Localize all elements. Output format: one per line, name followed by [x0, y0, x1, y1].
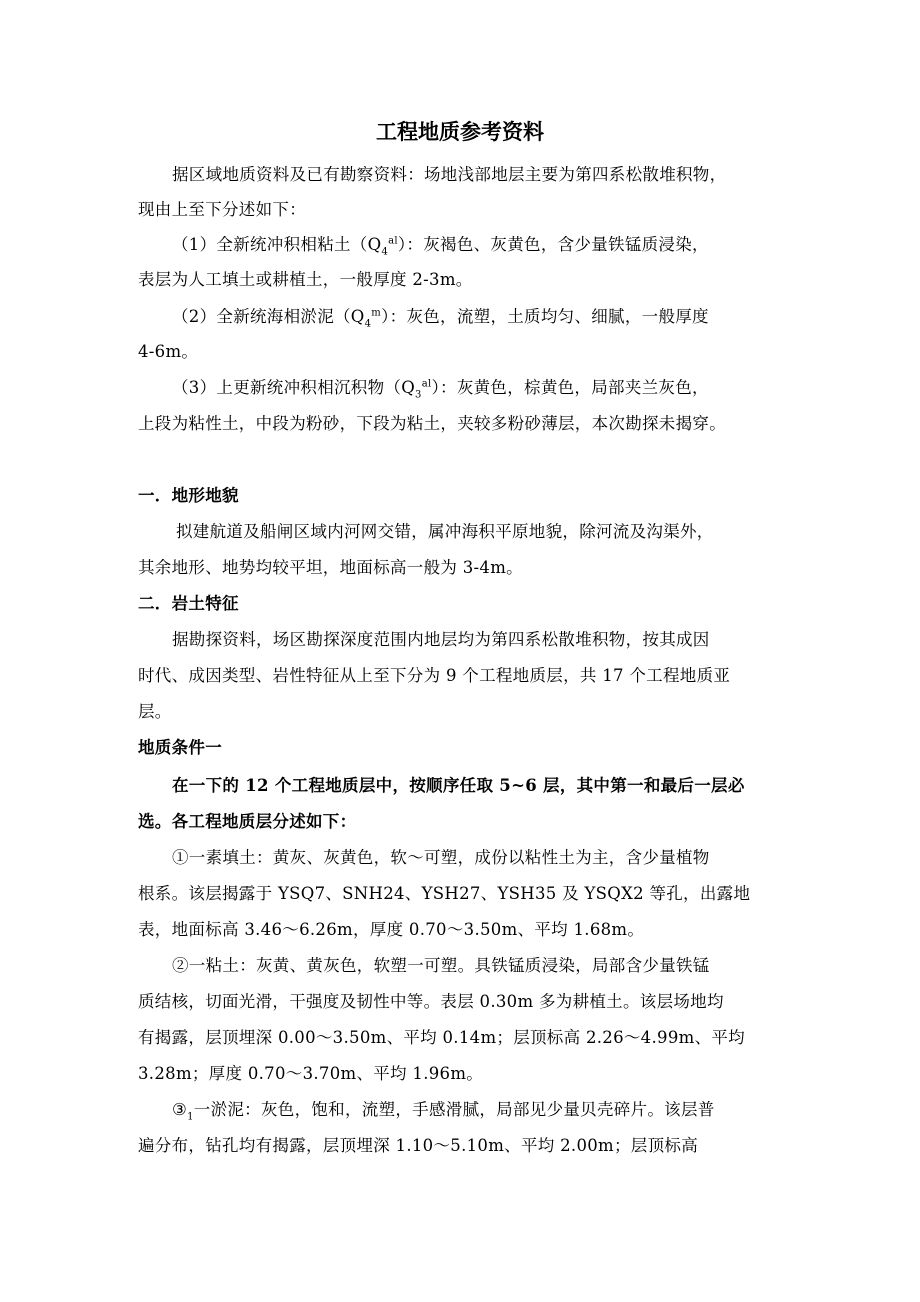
- layer-3-line: 遍分布，钻孔均有揭露，层顶埋深 1.10～5.10m、平均 2.00m；层顶标高: [138, 1136, 698, 1155]
- layer-2-line: ②一粘土：灰黄、黄灰色，软塑一可塑。具铁锰质浸染，局部含少量铁锰: [172, 956, 710, 975]
- paragraph-line: 其余地形、地势均较平坦，地面标高一般为 3-4m。: [138, 558, 523, 577]
- paragraph-line: 据勘探资料，场区勘探深度范围内地层均为第四系松散堆积物，按其成因: [172, 630, 710, 649]
- section-heading: 一．地形地貌: [138, 486, 239, 505]
- text: （1）全新统冲积相粘土（Q: [172, 235, 382, 254]
- intro-line: 据区域地质资料及已有勘察资料：场地浅部地层主要为第四系松散堆积物，: [172, 165, 727, 184]
- item-3-line2: 上段为粘性土，中段为粉砂，下段为粘土，夹较多粉砂薄层，本次勘探未揭穿。: [138, 414, 726, 433]
- text: ）：灰褐色、灰黄色，含少量铁锰质浸染，: [397, 235, 709, 254]
- paragraph-line: 层。: [138, 702, 172, 721]
- layer-2-line: 质结核，切面光滑，干强度及韧性中等。表层 0.30m 多为耕植土。该层场地均: [138, 992, 724, 1011]
- condition-heading: 地质条件一: [138, 738, 222, 757]
- superscript: al: [388, 235, 398, 247]
- item-3: [172, 377, 709, 399]
- subscript: 4: [364, 318, 372, 330]
- layer-1-line: 根系。该层揭露于 YSQ7、SNH24、YSH27、YSH35 及 YSQX2 等孔，出露地: [138, 884, 751, 903]
- section-heading: 二．岩土特征: [138, 594, 239, 613]
- text: ③: [172, 1100, 188, 1119]
- superscript: al: [421, 378, 432, 390]
- layer-3-line: [172, 1099, 715, 1121]
- subscript: 4: [381, 246, 389, 258]
- text: 一淤泥：灰色，饱和，流塑，手感滑腻，局部见少量贝壳碎片。该层普: [193, 1100, 715, 1119]
- paragraph-line: 拟建航道及船闸区域内河网交错，属冲海积平原地貌，除河流及沟渠外，: [176, 522, 714, 541]
- bold-line: 选。各工程地质层分述如下：: [138, 812, 357, 831]
- text: ）：灰色，流塑，土质均匀、细腻，一般厚度: [381, 307, 709, 326]
- superscript: m: [371, 307, 382, 319]
- text: （2）全新统海相淤泥（Q: [172, 307, 365, 326]
- layer-2-line: 3.28m；厚度 0.70～3.70m、平均 1.96m。: [138, 1064, 484, 1083]
- layer-1-line: ①一素填土：黄灰、灰黄色，软～可塑，成份以粘性土为主，含少量植物: [172, 848, 710, 867]
- page-title: 工程地质参考资料: [376, 119, 544, 144]
- intro-line: 现由上至下分述如下：: [138, 200, 306, 219]
- item-1: [172, 234, 709, 256]
- text: （3）上更新统冲积相沉积物（Q: [172, 378, 416, 397]
- item-1-line2: 表层为人工填土或耕植土，一般厚度 2-3m。: [138, 270, 473, 289]
- paragraph-line: 时代、成因类型、岩性特征从上至下分为 9 个工程地质层，共 17 个工程地质亚: [138, 666, 731, 685]
- layer-2-line: 有揭露，层顶埋深 0.00～3.50m、平均 0.14m；层顶标高 2.26～4.99m、平均: [138, 1028, 745, 1047]
- layer-1-line: 表，地面标高 3.46～6.26m，厚度 0.70～3.50m、平均 1.68m。: [138, 920, 645, 939]
- text: ）：灰黄色，棕黄色，局部夹兰灰色，: [431, 378, 709, 397]
- bold-line: 在一下的 12 个工程地质层中，按顺序任取 5~6 层，其中第一和最后一层必: [172, 776, 745, 795]
- subscript: 1: [187, 1111, 194, 1123]
- item-2-line2: 4-6m。: [138, 342, 199, 361]
- subscript: 3: [415, 389, 422, 401]
- item-2: [172, 306, 709, 328]
